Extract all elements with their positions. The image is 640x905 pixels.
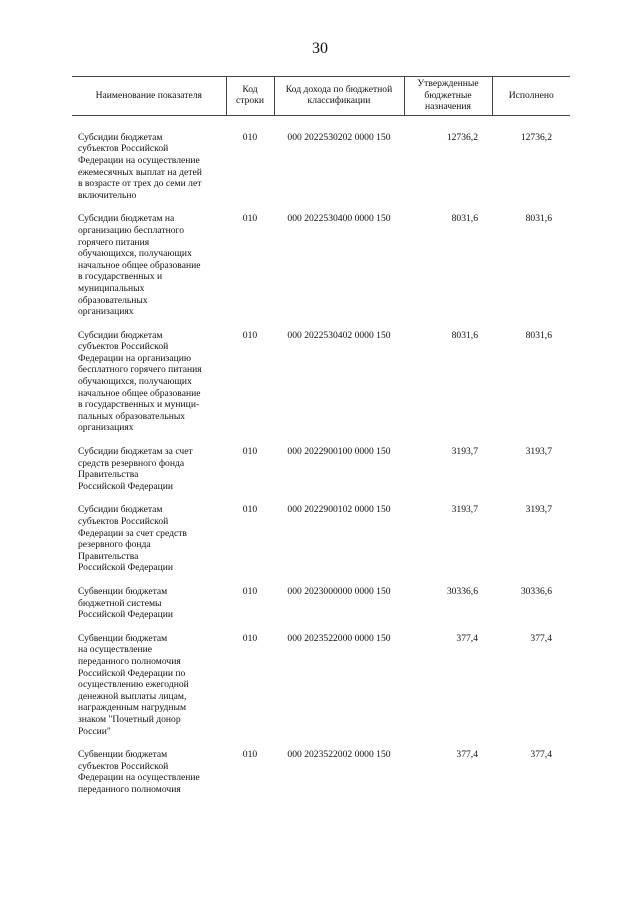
row-line-code: 010 (242, 131, 258, 143)
row-executed-value: 8031,6 (525, 213, 552, 225)
row-income-code: 000 2022900100 0000 150 (287, 446, 391, 458)
row-indicator-name: Субвенции бюджетам на осуществление переданного полномочия Российской Федерации по осуществлению ежегодной денежной выплаты лицам, награжденным нагрудным знаком "Почетный донор России" (78, 632, 189, 737)
header-executed: Исполнено (492, 77, 570, 116)
row-approved-value: 377,4 (456, 632, 478, 644)
row-approved-value: 30336,6 (446, 585, 478, 597)
row-executed-value: 3193,7 (525, 446, 552, 458)
row-line-code: 010 (242, 446, 258, 458)
table-row (72, 132, 570, 214)
table-row (72, 213, 570, 329)
row-indicator-name: Субвенции бюджетам бюджетной системы Российской Федерации (78, 585, 173, 621)
row-line-code: 010 (242, 329, 258, 341)
table-row (72, 749, 570, 795)
row-income-code: 000 2023000000 0000 150 (287, 585, 391, 597)
row-executed-value: 30336,6 (520, 585, 552, 597)
row-approved-value: 8031,6 (451, 329, 478, 341)
header-approved: Утвержденные бюджетные назначения (404, 77, 492, 116)
row-line-code: 010 (242, 504, 258, 516)
table-row (72, 633, 570, 749)
budget-execution-table (72, 76, 570, 795)
row-approved-value: 377,4 (456, 749, 478, 761)
header-line-code: Код строки (226, 77, 274, 116)
row-approved-value: 3193,7 (451, 446, 478, 458)
page-number: 30 (312, 40, 328, 57)
row-indicator-name: Субсидии бюджетам субъектов Российской Федерации за счет средств резервного фонда Правительства Российской Федерации (78, 504, 187, 574)
row-indicator-name: Субсидии бюджетам за счет средств резервного фонда Правительства Российской Федерации (78, 446, 193, 492)
row-indicator-name: Субсидии бюджетам субъектов Российской Федерации на организацию бесплатного горячего питания обучающихся, получающих начальное общее образование в государственных и муници- пальных образовательных организациях (78, 329, 202, 434)
row-approved-value: 3193,7 (451, 504, 478, 516)
row-executed-value: 377,4 (530, 749, 552, 761)
table-body (72, 115, 570, 795)
table-row (72, 586, 570, 633)
row-executed-value: 3193,7 (525, 504, 552, 516)
table-row (72, 504, 570, 586)
table-row (72, 330, 570, 446)
row-approved-value: 8031,6 (451, 213, 478, 225)
row-indicator-name: Субсидии бюджетам субъектов Российской Федерации на осуществление ежемесячных выплат на детей в возрасте от трех до семи лет включительно (78, 131, 202, 201)
row-line-code: 010 (242, 632, 258, 644)
header-income-code: Код дохода по бюджетной классификации (274, 77, 404, 116)
table-row (72, 446, 570, 504)
row-income-code: 000 2022530402 0000 150 (287, 329, 391, 341)
row-income-code: 000 2023522000 0000 150 (287, 632, 391, 644)
header-indicator-name: Наименование показателя (72, 77, 226, 116)
row-income-code: 000 2022900102 0000 150 (287, 504, 391, 516)
row-line-code: 010 (242, 213, 258, 225)
row-executed-value: 377,4 (530, 632, 552, 644)
row-approved-value: 12736,2 (446, 131, 478, 143)
row-line-code: 010 (242, 749, 258, 761)
row-executed-value: 12736,2 (520, 131, 552, 143)
row-income-code: 000 2022530400 0000 150 (287, 213, 391, 225)
row-indicator-name: Субвенции бюджетам субъектов Российской Федерации на осуществление переданного полномочия (78, 749, 200, 795)
table-header-row (72, 77, 570, 116)
row-indicator-name: Субсидии бюджетам на организацию бесплатного горячего питания обучающихся, получающих начальное общее образование в государственных и муниципальных образовательных организациях (78, 213, 201, 318)
row-executed-value: 8031,6 (525, 329, 552, 341)
row-income-code: 000 2023522002 0000 150 (287, 749, 391, 761)
row-line-code: 010 (242, 585, 258, 597)
row-income-code: 000 2022530202 0000 150 (287, 131, 391, 143)
